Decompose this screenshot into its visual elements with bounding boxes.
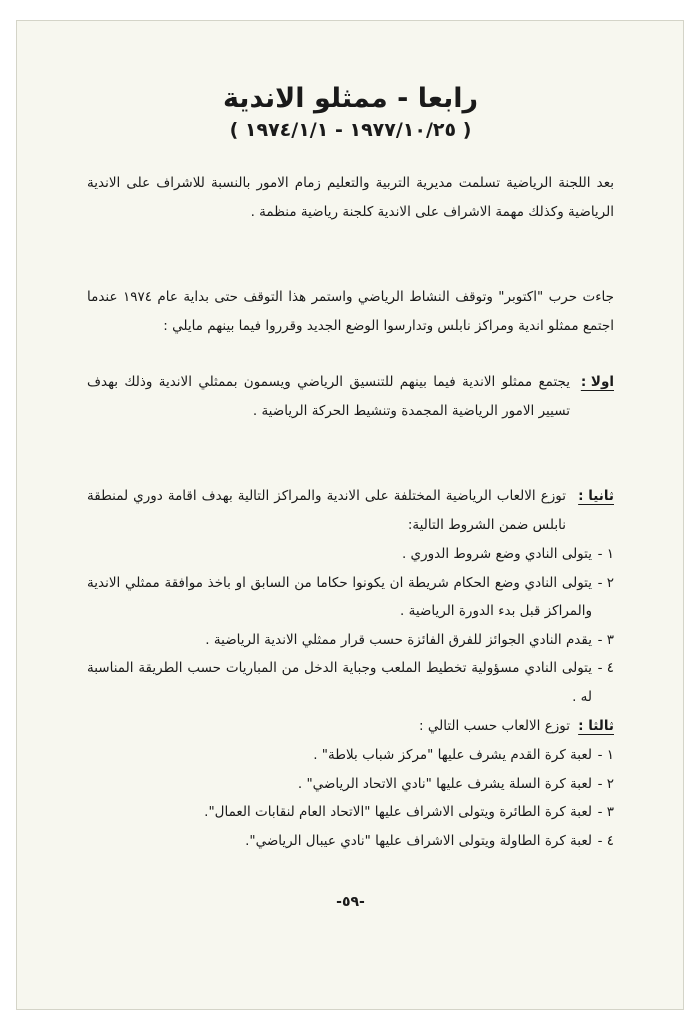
- list-item: [87, 741, 614, 770]
- list-item: [87, 626, 614, 655]
- list-item-text: يتولى النادي وضع شروط الدوري .: [401, 546, 592, 562]
- section-second-label: ثانيا :: [578, 488, 614, 504]
- list-item-number: ٣ -: [597, 631, 614, 648]
- list-item-text: يتولى النادي وضع الحكام شريطة ان يكونوا حكاما من السابق او باخذ موافقة ممثلي الاندية والمراكز قبل بدء الدورة الرياضية .: [87, 574, 592, 619]
- list-item-number: ٢ -: [597, 775, 614, 792]
- list-item-number: ٢ -: [597, 574, 614, 591]
- list-item-number: ١ -: [597, 747, 614, 763]
- document-page: [16, 20, 684, 1010]
- list-item-text: لعبة كرة القدم يشرف عليها "مركز شباب بلاطة" .: [313, 747, 592, 763]
- list-item-number: ٣ -: [597, 804, 614, 820]
- october-war-paragraph: جاءت حرب "اكتوبر" وتوقف النشاط الرياضي واستمر هذا التوقف حتى بداية عام ١٩٧٤ عندما اجتمع ممثلو اندية ومراكز نابلس وتدارسوا الوضع الجديد وقرروا فيما بينهم مايلي :: [87, 289, 614, 334]
- page-title: رابعا - ممثلو الاندية: [222, 83, 479, 114]
- section-first-label: اولا :: [580, 374, 614, 390]
- section-third-text: توزع الالعاب حسب التالي :: [419, 718, 570, 734]
- list-item-text: يقدم النادي الجوائز للفرق الفائزة حسب قرار ممثلي الاندية الرياضية .: [205, 631, 592, 648]
- section-second-text: توزع الالعاب الرياضية المختلفة على الاندية والمراكز التالية بهدف اقامة دوري لمنطقة نابلس ضمن الشروط التالية:: [87, 488, 566, 533]
- section-second: [87, 482, 614, 539]
- list-item: [87, 798, 614, 827]
- list-item-number: ٤ -: [597, 660, 614, 676]
- section-third-label: ثالثا :: [578, 718, 614, 734]
- list-item-text: لعبة كرة الطائرة ويتولى الاشراف عليها "الاتحاد العام لنقابات العمال".: [204, 804, 592, 820]
- section-first: [87, 368, 614, 425]
- conditions-list: [87, 540, 614, 711]
- section-third: [87, 712, 614, 741]
- intro-paragraph: بعد اللجنة الرياضية تسلمت مديرية التربية والتعليم زمام الامور بالنسبة للاشراف على الاندية الرياضية وكذلك مهمة الاشراف على الاندية كلجنة رياضية منظمة .: [87, 175, 614, 220]
- page-number: -٥٩-: [336, 894, 365, 910]
- list-item-text: لعبة كرة الطاولة ويتولى الاشراف عليها "نادي عيبال الرياضي".: [245, 832, 592, 849]
- list-item: [87, 540, 614, 569]
- list-item-text: لعبة كرة السلة يشرف عليها "نادي الاتحاد الرياضي" .: [297, 775, 592, 792]
- date-range: ( ١٩٧٧/١٠/٢٥ - ١٩٧٤/١/١ ): [229, 119, 472, 141]
- list-item: [87, 654, 614, 711]
- list-item-text: يتولى النادي مسؤولية تخطيط الملعب وجباية الدخل من المباريات حسب الطريقة المناسبة له .: [87, 660, 592, 705]
- section-first-text: يجتمع ممثلو الاندية فيما بينهم للتنسيق الرياضي ويسمون بممثلي الاندية وذلك بهدف تسيير الامور الرياضية المجمدة وتنشيط الحركة الرياضية .: [87, 374, 570, 419]
- list-item: [87, 827, 614, 856]
- list-item: [87, 569, 614, 626]
- list-item-number: ١ -: [597, 546, 614, 562]
- list-item: [87, 770, 614, 799]
- games-list: [87, 741, 614, 855]
- list-item-number: ٤ -: [597, 832, 614, 849]
